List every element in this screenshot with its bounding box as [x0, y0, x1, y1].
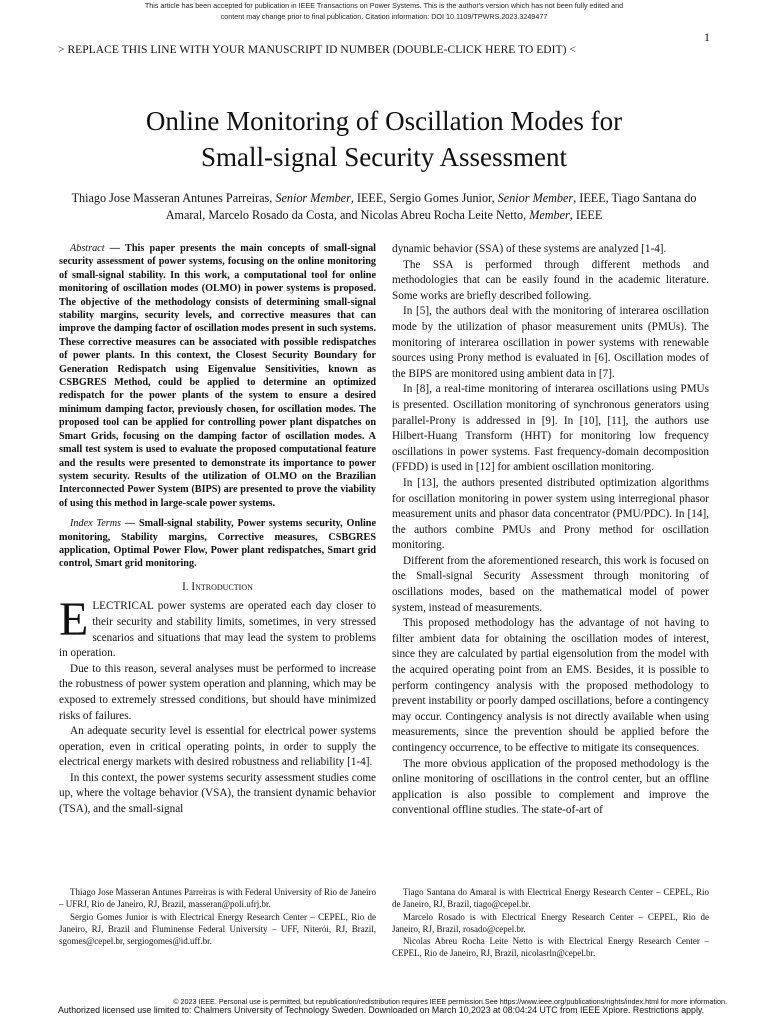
author-text: , IEEE, Sergio Gomes Junior,: [350, 191, 498, 205]
manuscript-id-line: > REPLACE THIS LINE WITH YOUR MANUSCRIPT ID NUMBER (DOUBLE-CLICK HERE TO EDIT) <: [58, 44, 576, 56]
intro-paragraph-3: An adequate security level is essential for electrical power systems operation, even in critical operating points, in order to supply the electrical energy markets with desired robustness and reliability [1-4].: [59, 725, 376, 769]
right-paragraph-7: The more obvious application of the proposed methodology is the online monitoring of oscillations in the control center, but an offline application is also possible to complement and improve the conventional offline studies. The state-of-art of: [392, 757, 709, 817]
publication-note: [0, 0, 768, 22]
right-paragraph-2: In [5], the authors deal with the monitoring of interarea oscillation mode by the utilization of phasor measurement units (PMUs). The monitoring of interarea oscillation in power systems with renewable sources using Prony method is evaluated in [6]. Oscillation modes of the BIPS are monitored using ambient data in [7].: [392, 305, 709, 380]
title-line-1: Online Monitoring of Oscillation Modes for: [145, 106, 623, 136]
footnote: Nicolas Abreu Rocha Leite Netto is with Electrical Energy Research Center – CEPEL, Rio de Janeiro, RJ, Brazil, nicolasrln@cepel.br.: [392, 936, 709, 959]
left-column: [59, 242, 376, 818]
index-terms-label: Index Terms: [70, 518, 122, 530]
intro-paragraph-1: [59, 593, 376, 661]
license-notice: Authorized licensed use limited to: Chalmers University of Technology Sweden. Downloaded on March 10,2023 at 08:04:24 UTC from IEEE Xplore. Restrictions apply.: [58, 1005, 705, 1015]
author-text: Thiago Jose Masseran Antunes Parreiras,: [71, 191, 276, 205]
right-column: [392, 242, 709, 819]
right-paragraph-6: This proposed methodology has the advantage of not having to filter ambient data for obtaining the oscillation modes of interest, since they are calculated by partial eigensolution from the model with the acquired operating point from an EMS. Besides, it is possible to perform contingency analysis with the proposed methodology to prevent instability or poorly damped oscillations, before a contingency may occur. Contingency analysis is not directly available when using measurements, since the prevention should be applied before the contingency occurrence, to be effective to mitigate its consequences.: [392, 617, 709, 754]
publication-note-line2: content may change prior to final publication. Citation information: DOI 10.1109/TPWRS.2023.3249477: [220, 12, 548, 21]
abstract-text: — This paper presents the main concepts of small-signal security assessment of power systems, focusing on the online monitoring of small-signal stability. In this work, a computational tool for online monitoring of oscillation modes (OLMO) in power systems is proposed. The objective of the methodology consists of determining small-signal stability margins, security levels, and corrective measures that can improve the damping factor of oscillation modes present in such systems. These corrective measures can be associated with possible redispatches of power plants. In this context, the Closest Security Boundary for Generation Redispatch using Eigenvalue Sensitivities, known as CSBGRES Method, could be applied to determine an optimized redispatch for the power plants of the system to ensure a desired minimum damping factor, previously chosen, for oscillation modes. The proposed tool can be applied for controlling power plant dispatches on Smart Grids, focusing on the damping factor of oscillation modes. A small test system is used to evaluate the proposed computational feature and the results were presented to demonstrate its importance to power system security. Results of the utilization of OLMO on the Brazilian Interconnected Power System (BIPS) are presented to prove the viability of using this method in large-scale power systems.: [59, 243, 376, 509]
right-paragraph-3: In [8], a real-time monitoring of interarea oscillations using PMUs is presented. Oscillation monitoring of synchronous generators using parallel-Prony is addressed in [9]. In [10], [11], the authors use Hilbert-Huang Transform (HHT) for monitoring low frequency oscillations in power systems. Fast frequency-domain decomposition (FFDD) is used in [12] for ambient oscillation monitoring.: [392, 383, 709, 474]
right-paragraph-5: Different from the aforementioned research, this work is focused on the Small-signal Security Assessment through monitoring of oscillations modes, based on the mathematical model of power system, instead of measurements.: [392, 554, 709, 614]
abstract: [59, 242, 376, 510]
author-role: Senior Member: [275, 191, 351, 205]
publication-note-line1: This article has been accepted for publication in IEEE Transactions on Power Systems. This is the author's version which has not been fully edited and: [144, 1, 624, 10]
author-text: , IEEE: [569, 208, 603, 222]
author-text: , IEEE, Tiago Santana do Amaral, Marcelo Rosado da Costa, and Nicolas Abreu Rocha Leite Netto,: [165, 191, 697, 222]
title-line-2: Small-signal Security Assessment: [201, 142, 567, 172]
index-terms-text: — Small-signal stability, Power systems security, Online monitoring, Stability margins, Corrective measures, CSBGRES application, Optimal Power Flow, Power plant redispatches, Smart grid control, Smart grid monitoring.: [59, 518, 376, 570]
intro-paragraph-4: In this context, the power systems security assessment studies come up, where the voltage behavior (VSA), the transient dynamic behavior (TSA), and the small-signal: [59, 771, 376, 816]
page-number: 1: [704, 30, 710, 44]
section-heading-introduction: I. Introduction: [182, 580, 253, 593]
footnote: Tiago Santana do Amaral is with Electrical Energy Research Center – CEPEL, Rio de Janeiro, RJ, Brazil, tiago@cepel.br.: [392, 887, 709, 910]
footnote: Thiago Jose Masseran Antunes Parreiras is with Federal University of Rio de Janeiro – UFRJ, Rio de Janeiro, RJ, Brazil, masseran@poli.ufrj.br.: [59, 887, 376, 910]
footnotes-right: [392, 886, 709, 960]
paper-title: [58, 103, 710, 175]
footnotes-left: [59, 886, 376, 947]
intro-paragraph-2: Due to this reason, several analyses must be performed to increase the robustness of power system operation and planning, which may be exposed to extremely stressed conditions, but should have minimized risks of failures.: [59, 662, 376, 722]
right-paragraph-4: In [13], the authors presented distributed optimization algorithms for oscillation monitoring in power system using interregional phasor measurement units and phasor data concentrator (PMU/PDC). In [14], the authors combine PMUs and Prony method for oscillation monitoring.: [392, 476, 709, 552]
right-paragraph-0: dynamic behavior (SSA) of these systems are analyzed [1-4].: [392, 243, 667, 255]
author-role: Member: [529, 208, 570, 222]
footnote: Marcelo Rosado is with Electrical Energy Research Center – CEPEL, Rio de Janeiro, RJ, Brazil, rosado@cepel.br.: [392, 911, 709, 934]
intro-paragraph-1-text: LECTRICAL power systems are operated each day closer to their security and stability limits, sometimes, in very stressed scenarios and situations that may lead the system to problems in operation.: [59, 600, 376, 660]
abstract-label: Abstract: [70, 243, 105, 254]
right-paragraph-1: The SSA is performed through different methods and methodologies that can be easily found in the academic literature. Some works are briefly described following.: [392, 258, 709, 302]
author-list: [58, 190, 710, 224]
author-role: Senior Member: [497, 191, 574, 205]
copyright-notice: © 2023 IEEE. Personal use is permitted, but republication/redistribution requires IEEE permission.See https://www.ieee.org/publications/rights/index.html for more information.: [173, 997, 727, 1006]
index-terms: [59, 517, 376, 571]
drop-cap: E: [59, 593, 89, 647]
footnote: Sergio Gomes Junior is with Electrical Energy Research Center – CEPEL, Rio de Janeiro, RJ, Brazil and Fluminense Federal University – UFF, Niterói, RJ, Brazil, sgomes@cepel.br, sergiogomes@id.uff.br.: [59, 911, 376, 947]
